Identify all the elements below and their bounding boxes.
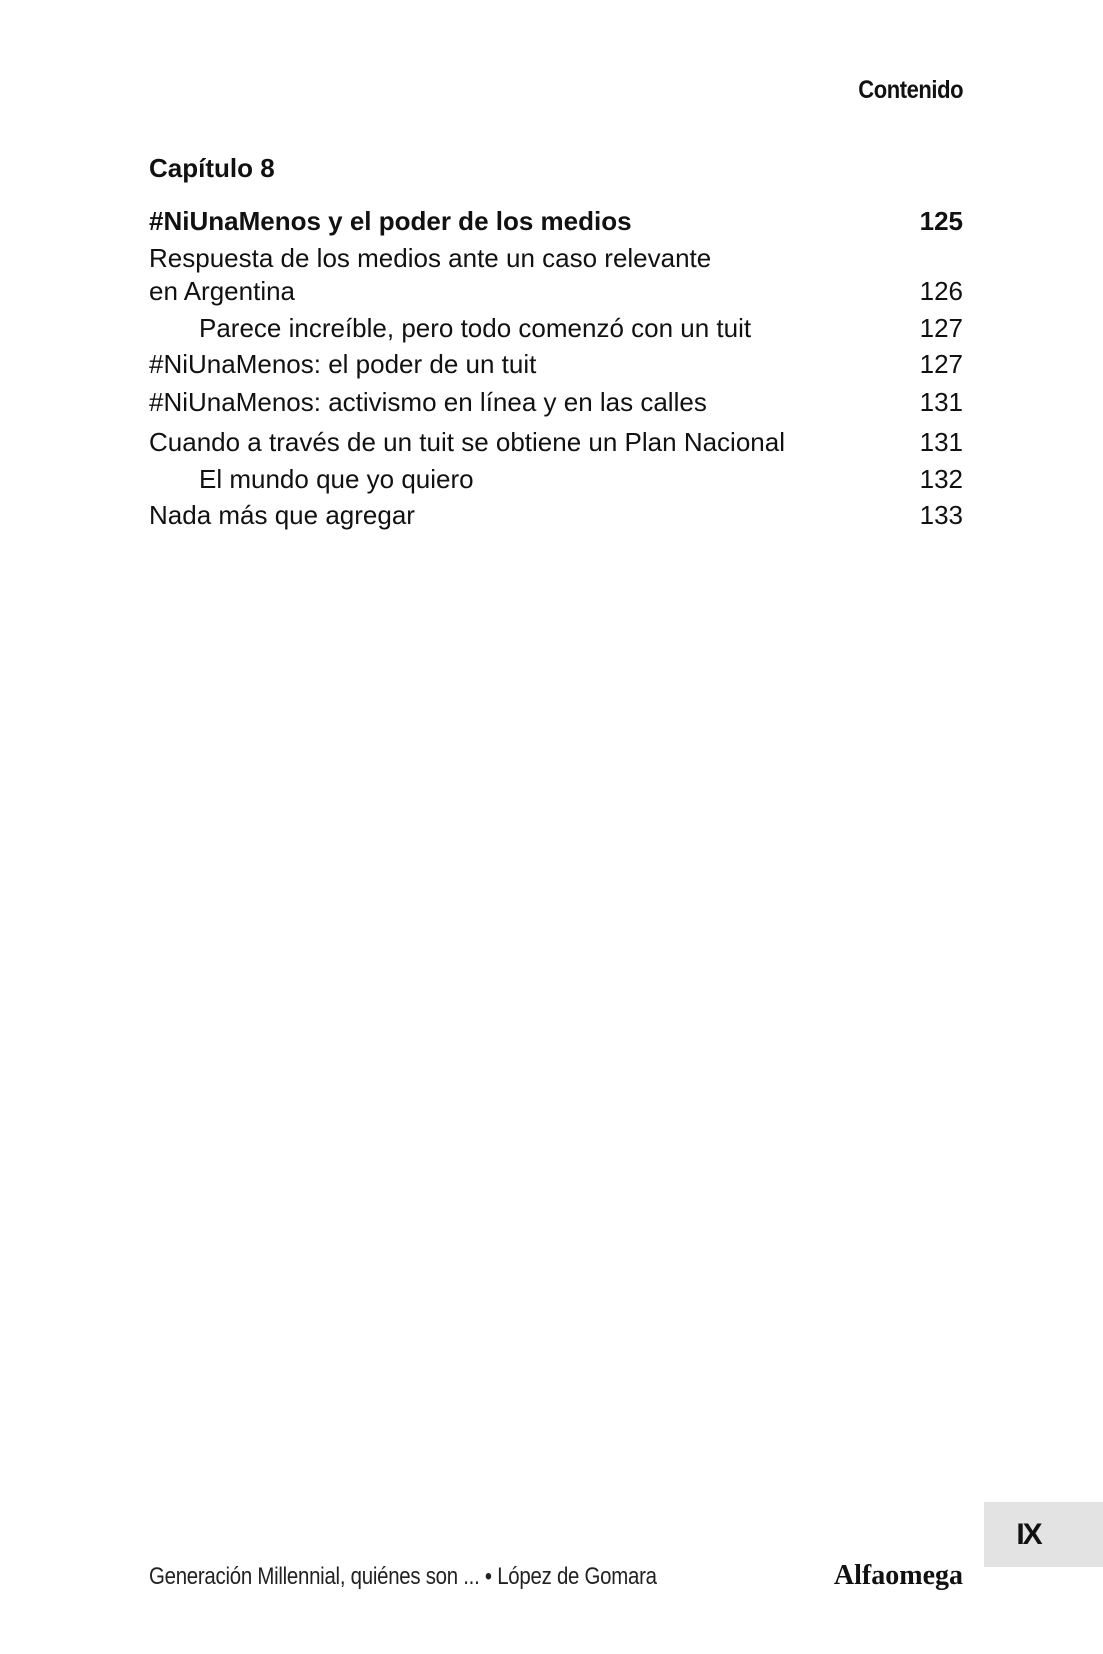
toc-entry-title: [149, 242, 903, 308]
toc-entry-page: 131: [919, 387, 963, 417]
publisher-logo: Alfaomega: [833, 1560, 963, 1591]
footer-citation: Generación Millennial, quiénes son ... • López de Gomara: [149, 1563, 657, 1590]
toc-entry: [149, 496, 963, 532]
toc-entry-page: 126: [919, 276, 963, 306]
toc-entry-page: 131: [919, 427, 963, 457]
table-of-contents: [149, 148, 963, 532]
toc-entry-title: Cuando a través de un tuit se obtiene un Plan Nacional: [149, 427, 785, 457]
toc-entry-title-line2: en Argentina: [149, 276, 296, 306]
toc-entry-chapter-title: [149, 194, 963, 238]
toc-entry: [149, 419, 963, 459]
toc-entry-title: #NiUnaMenos: activismo en línea y en las calles: [149, 387, 707, 417]
toc-entry: [149, 345, 963, 381]
chapter-label: Capítulo 8: [149, 153, 275, 183]
toc-entry: [149, 238, 963, 308]
toc-entry-page: 127: [919, 313, 963, 343]
page-number-tab: [984, 1502, 1103, 1567]
toc-entry-title: #NiUnaMenos y el poder de los medios: [149, 206, 632, 236]
toc-entry-title: #NiUnaMenos: el poder de un tuit: [149, 349, 537, 379]
running-header: Contenido: [858, 76, 963, 104]
toc-entry-page: 125: [919, 206, 963, 236]
page-footer: [149, 1560, 963, 1592]
toc-entry-page: 133: [919, 500, 963, 530]
toc-entry: [149, 381, 963, 419]
toc-entry-title: Parece increíble, pero todo comenzó con un tuit: [199, 313, 752, 343]
toc-entry-page: 127: [919, 349, 963, 379]
toc-entry-subsection: [149, 459, 963, 496]
toc-entry-subsection: [149, 308, 963, 345]
toc-entry-title-line1: Respuesta de los medios ante un caso relevante: [149, 243, 712, 273]
page-number: IX: [1016, 1517, 1041, 1551]
toc-entry-title: Nada más que agregar: [149, 500, 415, 530]
toc-entry-page: 132: [919, 464, 963, 494]
toc-entry-title: El mundo que yo quiero: [199, 464, 474, 494]
